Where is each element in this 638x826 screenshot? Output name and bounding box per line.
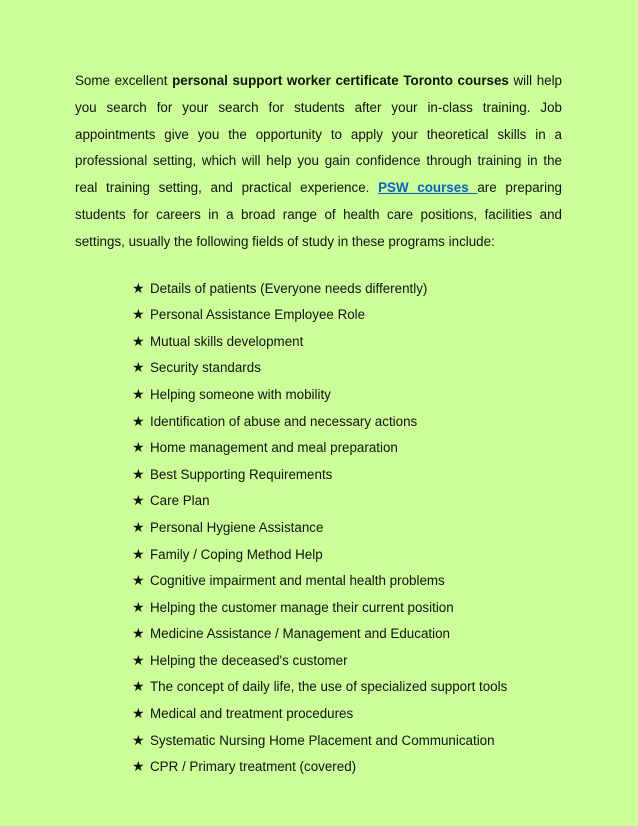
star-icon: ★ [132,413,145,430]
topics-list [75,276,562,781]
star-icon: ★ [132,626,145,643]
psw-courses-link[interactable]: PSW courses [378,180,478,196]
list-item [132,621,562,648]
list-item-text: Care Plan [150,493,210,509]
star-icon: ★ [132,280,145,297]
list-item [132,754,562,781]
star-icon: ★ [132,307,145,324]
list-item-text: Best Supporting Requirements [150,466,333,482]
list-item [132,674,562,701]
list-item [132,382,562,409]
list-item [132,462,562,489]
star-icon: ★ [132,759,145,776]
star-icon: ★ [132,493,145,510]
star-icon: ★ [132,440,145,457]
list-item-text: Medicine Assistance / Management and Education [150,626,450,642]
list-item [132,409,562,436]
star-icon: ★ [132,466,145,483]
star-icon: ★ [132,706,145,723]
list-item [132,355,562,382]
star-icon: ★ [132,652,145,669]
intro-paragraph [75,68,562,256]
list-item-text: Medical and treatment procedures [150,706,354,722]
star-icon: ★ [132,573,145,590]
list-item-text: Home management and meal preparation [150,440,398,456]
list-item-text: The concept of daily life, the use of specialized support tools [150,679,508,695]
list-item [132,488,562,515]
star-icon: ★ [132,333,145,350]
list-item-text: Personal Hygiene Assistance [150,519,324,535]
star-icon: ★ [132,679,145,696]
list-item-text: Security standards [150,360,261,376]
list-item [132,595,562,622]
list-item-text: Cognitive impairment and mental health problems [150,573,445,589]
list-item-text: CPR / Primary treatment (covered) [150,759,357,775]
list-item-text: Identification of abuse and necessary actions [150,413,418,429]
star-icon: ★ [132,599,145,616]
list-item [132,302,562,329]
list-item [132,568,562,595]
list-item [132,728,562,755]
list-item [132,276,562,303]
star-icon: ★ [132,732,145,749]
list-item-text: Helping someone with mobility [150,386,331,402]
list-item [132,648,562,675]
intro-text-1: Some excellent [75,73,173,88]
list-item-text: Helping the deceased's customer [150,652,348,668]
star-icon: ★ [132,386,145,403]
list-item-text: Helping the customer manage their current position [150,599,454,615]
intro-bold-phrase: personal support worker certificate Toronto courses [172,73,509,88]
list-item [132,435,562,462]
intro-text-3: are preparing students for careers in a broad range of health care positions, facilities and settings, usually the following fields of study in these programs include: [75,180,562,249]
list-item [132,542,562,569]
intro-text-2: will help you search for your search for students after your in-class training. Job appointments give you the opportunity to apply your theoretical skills in a professional setting, which will help you gain confidence through training in the real training setting, and practical experience. [75,73,563,196]
list-item-text: Details of patients (Everyone needs differently) [150,280,428,296]
list-item-text: Family / Coping Method Help [150,546,323,562]
list-item-text: Personal Assistance Employee Role [150,307,366,323]
list-item-text: Mutual skills development [150,333,304,349]
list-item [132,701,562,728]
star-icon: ★ [132,360,145,377]
list-item [132,329,562,356]
list-item [132,515,562,542]
star-icon: ★ [132,519,145,536]
star-icon: ★ [132,546,145,563]
list-item-text: Systematic Nursing Home Placement and Communication [150,732,495,748]
